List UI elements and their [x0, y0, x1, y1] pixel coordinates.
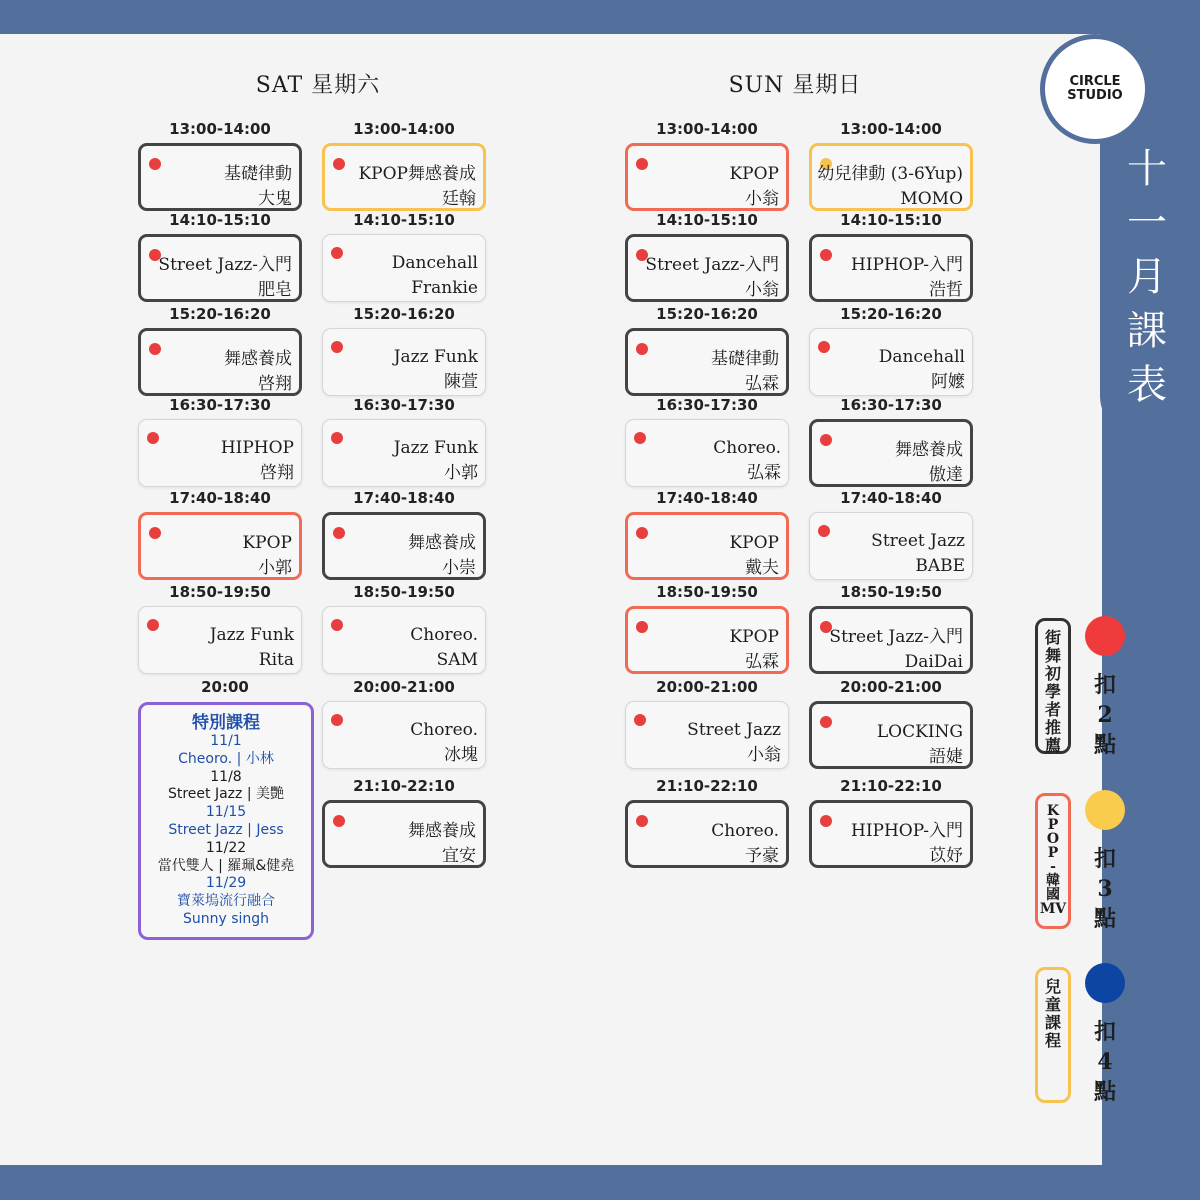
time-slot-label: 13:00-14:00 — [353, 120, 455, 138]
teacher-name: 小郭 — [444, 463, 478, 483]
legend-category-char: 學 — [1044, 682, 1061, 701]
legend-category-char: 童 — [1044, 995, 1061, 1014]
class-card[interactable] — [809, 800, 973, 868]
month-title-char: 表 — [1127, 362, 1167, 408]
time-slot-label: 14:10-15:10 — [353, 211, 455, 229]
special-line: 11/8 — [210, 768, 242, 785]
points-dot-icon — [636, 158, 648, 170]
class-card[interactable] — [322, 328, 486, 396]
time-slot-label: 17:40-18:40 — [840, 489, 942, 507]
class-card[interactable] — [625, 800, 789, 868]
teacher-name: DaiDai — [904, 652, 963, 672]
special-line: 11/1 — [210, 733, 242, 749]
time-slot-label: 17:40-18:40 — [656, 489, 758, 507]
special-line: Sunny singh — [182, 910, 270, 927]
points-dot-icon — [331, 714, 343, 726]
class-name: Jazz Funk — [209, 625, 294, 645]
legend-category-char: K — [1046, 803, 1060, 819]
legend-points-label — [1090, 670, 1120, 760]
class-name: 幼兒律動 (3-6Yup) — [817, 164, 963, 184]
teacher-name: 廷翰 — [442, 189, 476, 209]
class-name: 基礎律動 — [224, 164, 292, 184]
class-card[interactable] — [809, 234, 973, 302]
special-line: 寶萊塢流行融合 — [177, 893, 275, 910]
time-slot-label: 14:10-15:10 — [840, 211, 942, 229]
legend-points-char: 3 — [1097, 876, 1113, 902]
points-dot-icon — [333, 815, 345, 827]
special-line: 11/15 — [205, 804, 247, 821]
points-dot-icon — [634, 714, 646, 726]
special-line: 11/29 — [205, 875, 247, 892]
class-name: LOCKING — [876, 722, 963, 742]
legend-category-char: 韓 — [1046, 873, 1060, 889]
legend-category-box — [1035, 967, 1071, 1103]
teacher-name: 戴夫 — [745, 558, 779, 578]
class-card[interactable] — [322, 143, 486, 211]
class-name: HIPHOP-入門 — [851, 821, 963, 841]
points-dot-icon — [634, 432, 646, 444]
points-dot-icon — [636, 621, 648, 633]
points-dot-icon — [636, 527, 648, 539]
time-slot-label: 21:10-22:10 — [656, 777, 758, 795]
time-slot-label: 14:10-15:10 — [169, 211, 271, 229]
month-title — [1118, 142, 1176, 412]
class-name: Street Jazz — [871, 531, 965, 551]
teacher-name: SAM — [436, 650, 478, 670]
class-name: Choreo. — [711, 821, 779, 841]
points-dot-icon — [820, 716, 832, 728]
legend-points-char: 扣 — [1093, 1019, 1116, 1045]
legend-category-char: 程 — [1044, 1031, 1061, 1050]
teacher-name: 小崇 — [442, 558, 476, 578]
class-card[interactable] — [322, 800, 486, 868]
points-dot-icon — [147, 432, 159, 444]
class-name: 舞感養成 — [408, 821, 476, 841]
points-dot-icon — [149, 527, 161, 539]
class-card[interactable] — [322, 701, 486, 769]
class-card[interactable] — [138, 143, 302, 211]
points-dot-icon — [331, 432, 343, 444]
time-slot-label: 15:20-16:20 — [840, 305, 942, 323]
logo-line-1: CIRCLE — [1069, 74, 1121, 89]
teacher-name: 弘霖 — [745, 374, 779, 394]
month-title-char: 十 — [1127, 146, 1167, 192]
legend-points-label — [1090, 844, 1120, 934]
logo-line-2: STUDIO — [1067, 88, 1123, 103]
legend-points-char: 扣 — [1093, 846, 1116, 872]
time-slot-label: 18:50-19:50 — [840, 583, 942, 601]
points-dot-icon — [333, 527, 345, 539]
class-card[interactable] — [138, 328, 302, 396]
class-card[interactable] — [138, 512, 302, 580]
legend-category-char: 課 — [1044, 1013, 1061, 1032]
class-card[interactable] — [809, 701, 973, 769]
class-name: Dancehall — [391, 253, 478, 273]
legend-category-char: 推 — [1044, 718, 1061, 737]
points-dot-icon — [636, 815, 648, 827]
class-card[interactable] — [322, 512, 486, 580]
special-line: Street Jazz | 美艷 — [167, 786, 284, 803]
time-slot-label: 13:00-14:00 — [656, 120, 758, 138]
teacher-name: 小翁 — [747, 745, 781, 765]
special-title: 特別課程 — [192, 713, 260, 733]
month-title-char: 月 — [1127, 254, 1167, 300]
class-card[interactable] — [809, 419, 973, 487]
class-name: Street Jazz-入門 — [645, 255, 779, 275]
day-header-sat: SAT 星期六 — [255, 73, 381, 98]
legend-points-char: 點 — [1093, 906, 1116, 932]
class-card[interactable] — [138, 419, 302, 487]
day-header-sun: SUN 星期日 — [728, 73, 862, 98]
class-card[interactable] — [138, 234, 302, 302]
legend-points-char: 點 — [1093, 732, 1116, 758]
points-dot-icon — [331, 341, 343, 353]
legend-category-box — [1035, 793, 1071, 929]
time-slot-label: 20:00-21:00 — [656, 678, 758, 696]
teacher-name: Rita — [258, 650, 294, 670]
points-dot-icon — [820, 434, 832, 446]
time-slot-label: 17:40-18:40 — [353, 489, 455, 507]
class-name: Dancehall — [878, 347, 965, 367]
studio-logo — [1040, 34, 1150, 144]
legend-category-char: 國 — [1046, 887, 1060, 903]
teacher-name: 宜安 — [442, 846, 476, 866]
class-card[interactable] — [809, 512, 973, 580]
legend-points-char: 4 — [1097, 1049, 1113, 1075]
class-name: 基礎律動 — [711, 349, 779, 369]
class-name: KPOP — [729, 627, 779, 647]
teacher-name: 肥皂 — [258, 280, 292, 300]
legend-category-char: 初 — [1044, 664, 1061, 683]
teacher-name: 小郭 — [258, 558, 292, 578]
points-dot-icon — [820, 815, 832, 827]
teacher-name: 弘霖 — [745, 652, 779, 672]
legend-points-label — [1090, 1017, 1120, 1107]
class-name: KPOP — [729, 164, 779, 184]
teacher-name: 小翁 — [745, 189, 779, 209]
points-dot-icon — [149, 343, 161, 355]
class-name: KPOP — [242, 533, 292, 553]
teacher-name: 陳萱 — [444, 372, 478, 392]
special-line: 當代雙人 | 羅珮&健堯 — [157, 857, 295, 874]
class-card[interactable] — [625, 328, 789, 396]
class-name: HIPHOP — [220, 438, 294, 458]
points-dot-icon — [333, 158, 345, 170]
class-name: 舞感養成 — [895, 440, 963, 460]
time-slot-label: 20:00-21:00 — [840, 678, 942, 696]
points-dot-icon — [820, 249, 832, 261]
legend-category-char: MV — [1039, 901, 1067, 917]
class-name: KPOP舞感養成 — [358, 164, 476, 184]
points-dot-icon — [331, 619, 343, 631]
points-dot-icon — [149, 158, 161, 170]
teacher-name: Frankie — [411, 278, 478, 298]
special-line: Street Jazz | Jess — [168, 821, 284, 838]
teacher-name: MOMO — [900, 189, 963, 209]
class-card[interactable] — [322, 606, 486, 674]
teacher-name: 大鬼 — [258, 189, 292, 209]
points-dot-icon — [636, 343, 648, 355]
class-name: Choreo. — [410, 625, 478, 645]
time-slot-label: 13:00-14:00 — [169, 120, 271, 138]
class-card[interactable] — [809, 143, 973, 211]
time-slot-label: 15:20-16:20 — [353, 305, 455, 323]
class-name: 舞感養成 — [408, 533, 476, 553]
time-slot-label: 18:50-19:50 — [656, 583, 758, 601]
points-dot-icon — [147, 619, 159, 631]
special-line: 11/22 — [205, 839, 247, 856]
special-lines — [141, 733, 311, 929]
frame-bottom — [0, 1165, 1200, 1200]
time-slot-label: 16:30-17:30 — [353, 396, 455, 414]
class-name: Street Jazz-入門 — [158, 255, 292, 275]
legend-category-char: 者 — [1044, 700, 1061, 719]
points-dot-icon — [331, 247, 343, 259]
class-name: Street Jazz — [687, 720, 781, 740]
teacher-name: 語婕 — [929, 747, 963, 767]
class-card[interactable] — [322, 234, 486, 302]
time-slot-label: 18:50-19:50 — [169, 583, 271, 601]
legend-category-char: P — [1047, 845, 1059, 861]
class-name: 舞感養成 — [224, 349, 292, 369]
class-card[interactable] — [809, 328, 973, 396]
legend-color-dot-icon — [1085, 963, 1125, 1003]
class-name: Choreo. — [410, 720, 478, 740]
month-title-char: 一 — [1127, 200, 1167, 246]
legend-points-char: 扣 — [1093, 672, 1116, 698]
class-card[interactable] — [809, 606, 973, 674]
time-slot-label: 16:30-17:30 — [169, 396, 271, 414]
class-card[interactable] — [625, 143, 789, 211]
teacher-name: 阿嬤 — [931, 372, 965, 392]
teacher-name: 予豪 — [745, 846, 779, 866]
time-slot-label: 14:10-15:10 — [656, 211, 758, 229]
special-time: 20:00 — [201, 678, 249, 696]
time-slot-label: 17:40-18:40 — [169, 489, 271, 507]
class-card[interactable] — [625, 606, 789, 674]
teacher-name: 啓翔 — [258, 374, 292, 394]
points-dot-icon — [818, 341, 830, 353]
class-card[interactable] — [625, 701, 789, 769]
class-name: Jazz Funk — [393, 438, 478, 458]
teacher-name: 小翁 — [745, 280, 779, 300]
time-slot-label: 13:00-14:00 — [840, 120, 942, 138]
legend-category-char: - — [1050, 859, 1056, 875]
teacher-name: BABE — [915, 556, 965, 576]
legend-color-dot-icon — [1085, 790, 1125, 830]
class-name: HIPHOP-入門 — [851, 255, 963, 275]
time-slot-label: 20:00-21:00 — [353, 678, 455, 696]
special-course-card[interactable] — [138, 702, 314, 940]
legend-points-char: 2 — [1097, 702, 1113, 728]
class-card[interactable] — [625, 234, 789, 302]
time-slot-label: 15:20-16:20 — [656, 305, 758, 323]
teacher-name: 弘霖 — [747, 463, 781, 483]
time-slot-label: 18:50-19:50 — [353, 583, 455, 601]
month-title-char: 課 — [1127, 308, 1167, 354]
legend-category-box — [1035, 618, 1071, 754]
time-slot-label: 15:20-16:20 — [169, 305, 271, 323]
class-card[interactable] — [625, 419, 789, 487]
teacher-name: 冰塊 — [444, 745, 478, 765]
legend-category-char: 薦 — [1044, 736, 1061, 755]
legend-category-char: 舞 — [1044, 646, 1061, 665]
legend-category-char: O — [1046, 831, 1060, 847]
class-name: Street Jazz-入門 — [829, 627, 963, 647]
legend-color-dot-icon — [1085, 616, 1125, 656]
class-name: Choreo. — [713, 438, 781, 458]
teacher-name: 傲達 — [929, 465, 963, 485]
class-name: Jazz Funk — [393, 347, 478, 367]
teacher-name: 啓翔 — [260, 463, 294, 483]
time-slot-label: 21:10-22:10 — [840, 777, 942, 795]
class-card[interactable] — [138, 606, 302, 674]
teacher-name: 苡妤 — [929, 846, 963, 866]
class-name: KPOP — [729, 533, 779, 553]
special-line: Cheoro. | 小林 — [178, 750, 274, 767]
time-slot-label: 16:30-17:30 — [656, 396, 758, 414]
legend-category-char: 街 — [1044, 628, 1061, 647]
class-card[interactable] — [322, 419, 486, 487]
teacher-name: 浩哲 — [929, 280, 963, 300]
time-slot-label: 21:10-22:10 — [353, 777, 455, 795]
class-card[interactable] — [625, 512, 789, 580]
legend-points-char: 點 — [1093, 1079, 1116, 1105]
legend-category-char: 兒 — [1044, 977, 1061, 996]
legend-category-char: P — [1047, 817, 1059, 833]
time-slot-label: 16:30-17:30 — [840, 396, 942, 414]
points-dot-icon — [818, 525, 830, 537]
